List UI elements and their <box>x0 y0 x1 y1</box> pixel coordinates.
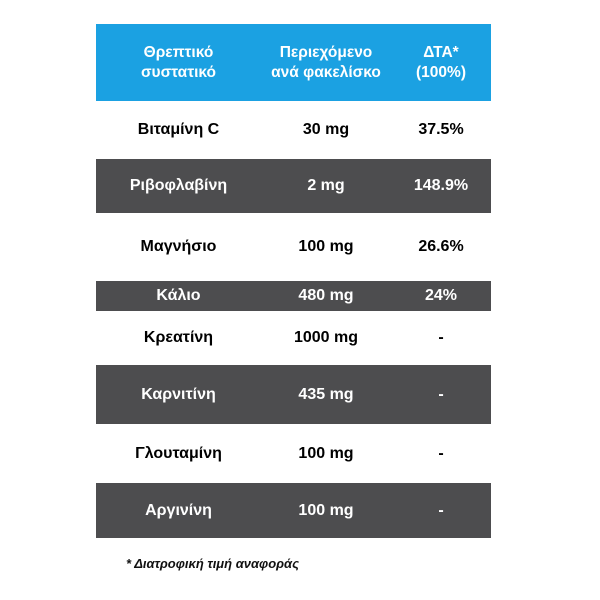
nutrition-table <box>96 24 491 538</box>
nutrient-dta: - <box>438 444 444 462</box>
header-content-per-sachet: Περιεχόμενο ανά φακελίσκο <box>271 43 381 81</box>
nutrient-amount: 30 mg <box>302 121 350 138</box>
nutrient-amount: 2 mg <box>307 177 345 194</box>
nutrient-dta: - <box>438 329 444 346</box>
nutrient-name: Αργινίνη <box>145 501 212 519</box>
nutrient-dta: 26.6% <box>418 238 464 255</box>
table-row <box>96 424 491 483</box>
nutrient-dta: - <box>438 501 444 519</box>
nutrient-dta: - <box>438 385 444 403</box>
nutrient-name: Κρεατίνη <box>143 329 214 346</box>
footnote: * Διατροφική τιμή αναφοράς <box>126 556 299 571</box>
table-row <box>96 281 491 311</box>
nutrient-name: Κάλιο <box>156 287 201 304</box>
nutrient-amount: 435 mg <box>298 385 354 403</box>
nutrient-dta: 148.9% <box>413 177 469 194</box>
table-header <box>96 24 491 101</box>
header-nutrient: Θρεπτικό συστατικό <box>140 43 217 81</box>
nutrient-name: Γλουταμίνη <box>135 444 222 462</box>
table-row <box>96 483 491 538</box>
nutrient-name: Βιταμίνη C <box>137 121 220 138</box>
nutrient-name: Μαγνήσιο <box>140 238 217 255</box>
nutrient-dta: 37.5% <box>418 121 464 138</box>
nutrient-amount: 100 mg <box>298 501 354 519</box>
header-dta: ΔΤΑ* (100%) <box>416 43 466 81</box>
nutrient-name: Καρνιτίνη <box>141 385 216 403</box>
nutrient-amount: 100 mg <box>298 238 354 255</box>
table-row <box>96 101 491 159</box>
table-row <box>96 213 491 281</box>
table-row <box>96 311 491 365</box>
nutrient-amount: 100 mg <box>298 444 354 462</box>
table-row <box>96 365 491 424</box>
nutrient-name: Ριβοφλαβίνη <box>129 177 228 194</box>
nutrient-dta: 24% <box>424 287 458 304</box>
nutrient-amount: 1000 mg <box>293 329 359 346</box>
table-row <box>96 159 491 213</box>
nutrient-amount: 480 mg <box>298 287 354 304</box>
